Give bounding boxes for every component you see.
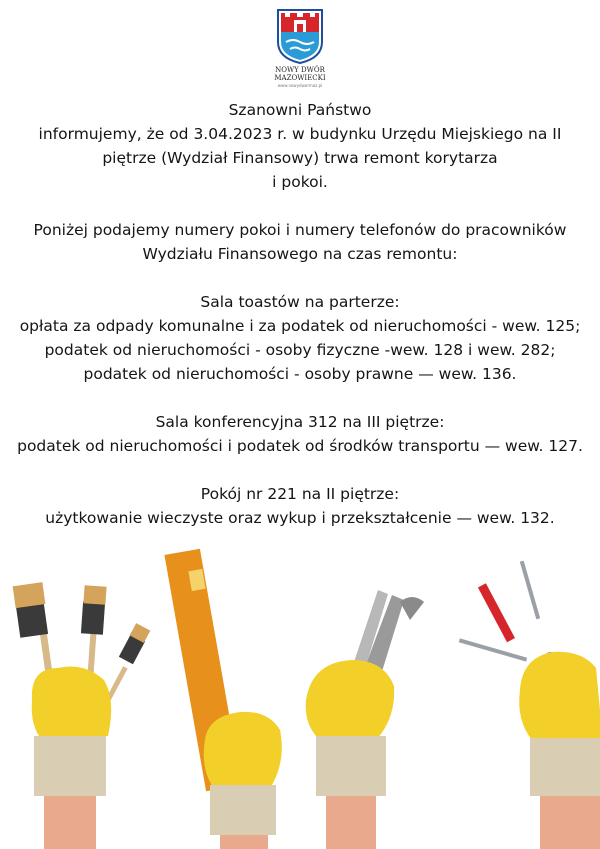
section-line: opłata za odpady komunalne i za podatek od nieruchomości - wew. 125; — [19, 317, 581, 335]
greeting: Szanowni Państwo — [228, 101, 372, 119]
section-line: użytkowanie wieczyste oraz wykup i przekształcenie — wew. 132. — [45, 509, 555, 527]
city-crest-icon — [276, 8, 324, 64]
city-name-line2: MAZOWIECKI — [274, 74, 326, 82]
section-line: podatek od nieruchomości - osoby fizyczne -wew. 128 i wew. 282; — [44, 341, 556, 359]
section-line: podatek od nieruchomości - osoby prawne — wew. 136. — [83, 365, 517, 383]
spirit-level-icon — [164, 549, 281, 849]
pliers-icon — [306, 590, 424, 849]
section-heading: Pokój nr 221 na II piętrze: — [200, 485, 400, 503]
intro-line: piętrze (Wydział Finansowy) trwa remont korytarza — [102, 149, 498, 167]
hands-with-tools-illustration — [0, 540, 600, 849]
lead-line: Poniżej podajemy numery pokoi i numery telefonów do pracowników — [33, 221, 567, 239]
section-heading: Sala konferencyjna 312 na III piętrze: — [155, 413, 445, 431]
paintbrushes-icon — [13, 582, 151, 849]
announcement — [0, 98, 600, 530]
intro-line: informujemy, że od 3.04.2023 r. w budynku Urzędu Miejskiego na II — [38, 125, 562, 143]
city-website: www.nowydwormaz.pl — [277, 83, 323, 88]
intro-line: i pokoi. — [272, 173, 328, 191]
section-line: podatek od nieruchomości i podatek od środków transportu — wew. 127. — [17, 437, 583, 455]
city-name-line1: NOWY DWÓR — [275, 66, 325, 74]
section-heading: Sala toastów na parterze: — [200, 293, 400, 311]
screwdrivers-icon — [459, 561, 600, 849]
lead-line: Wydziału Finansowego na czas remontu: — [142, 245, 458, 263]
